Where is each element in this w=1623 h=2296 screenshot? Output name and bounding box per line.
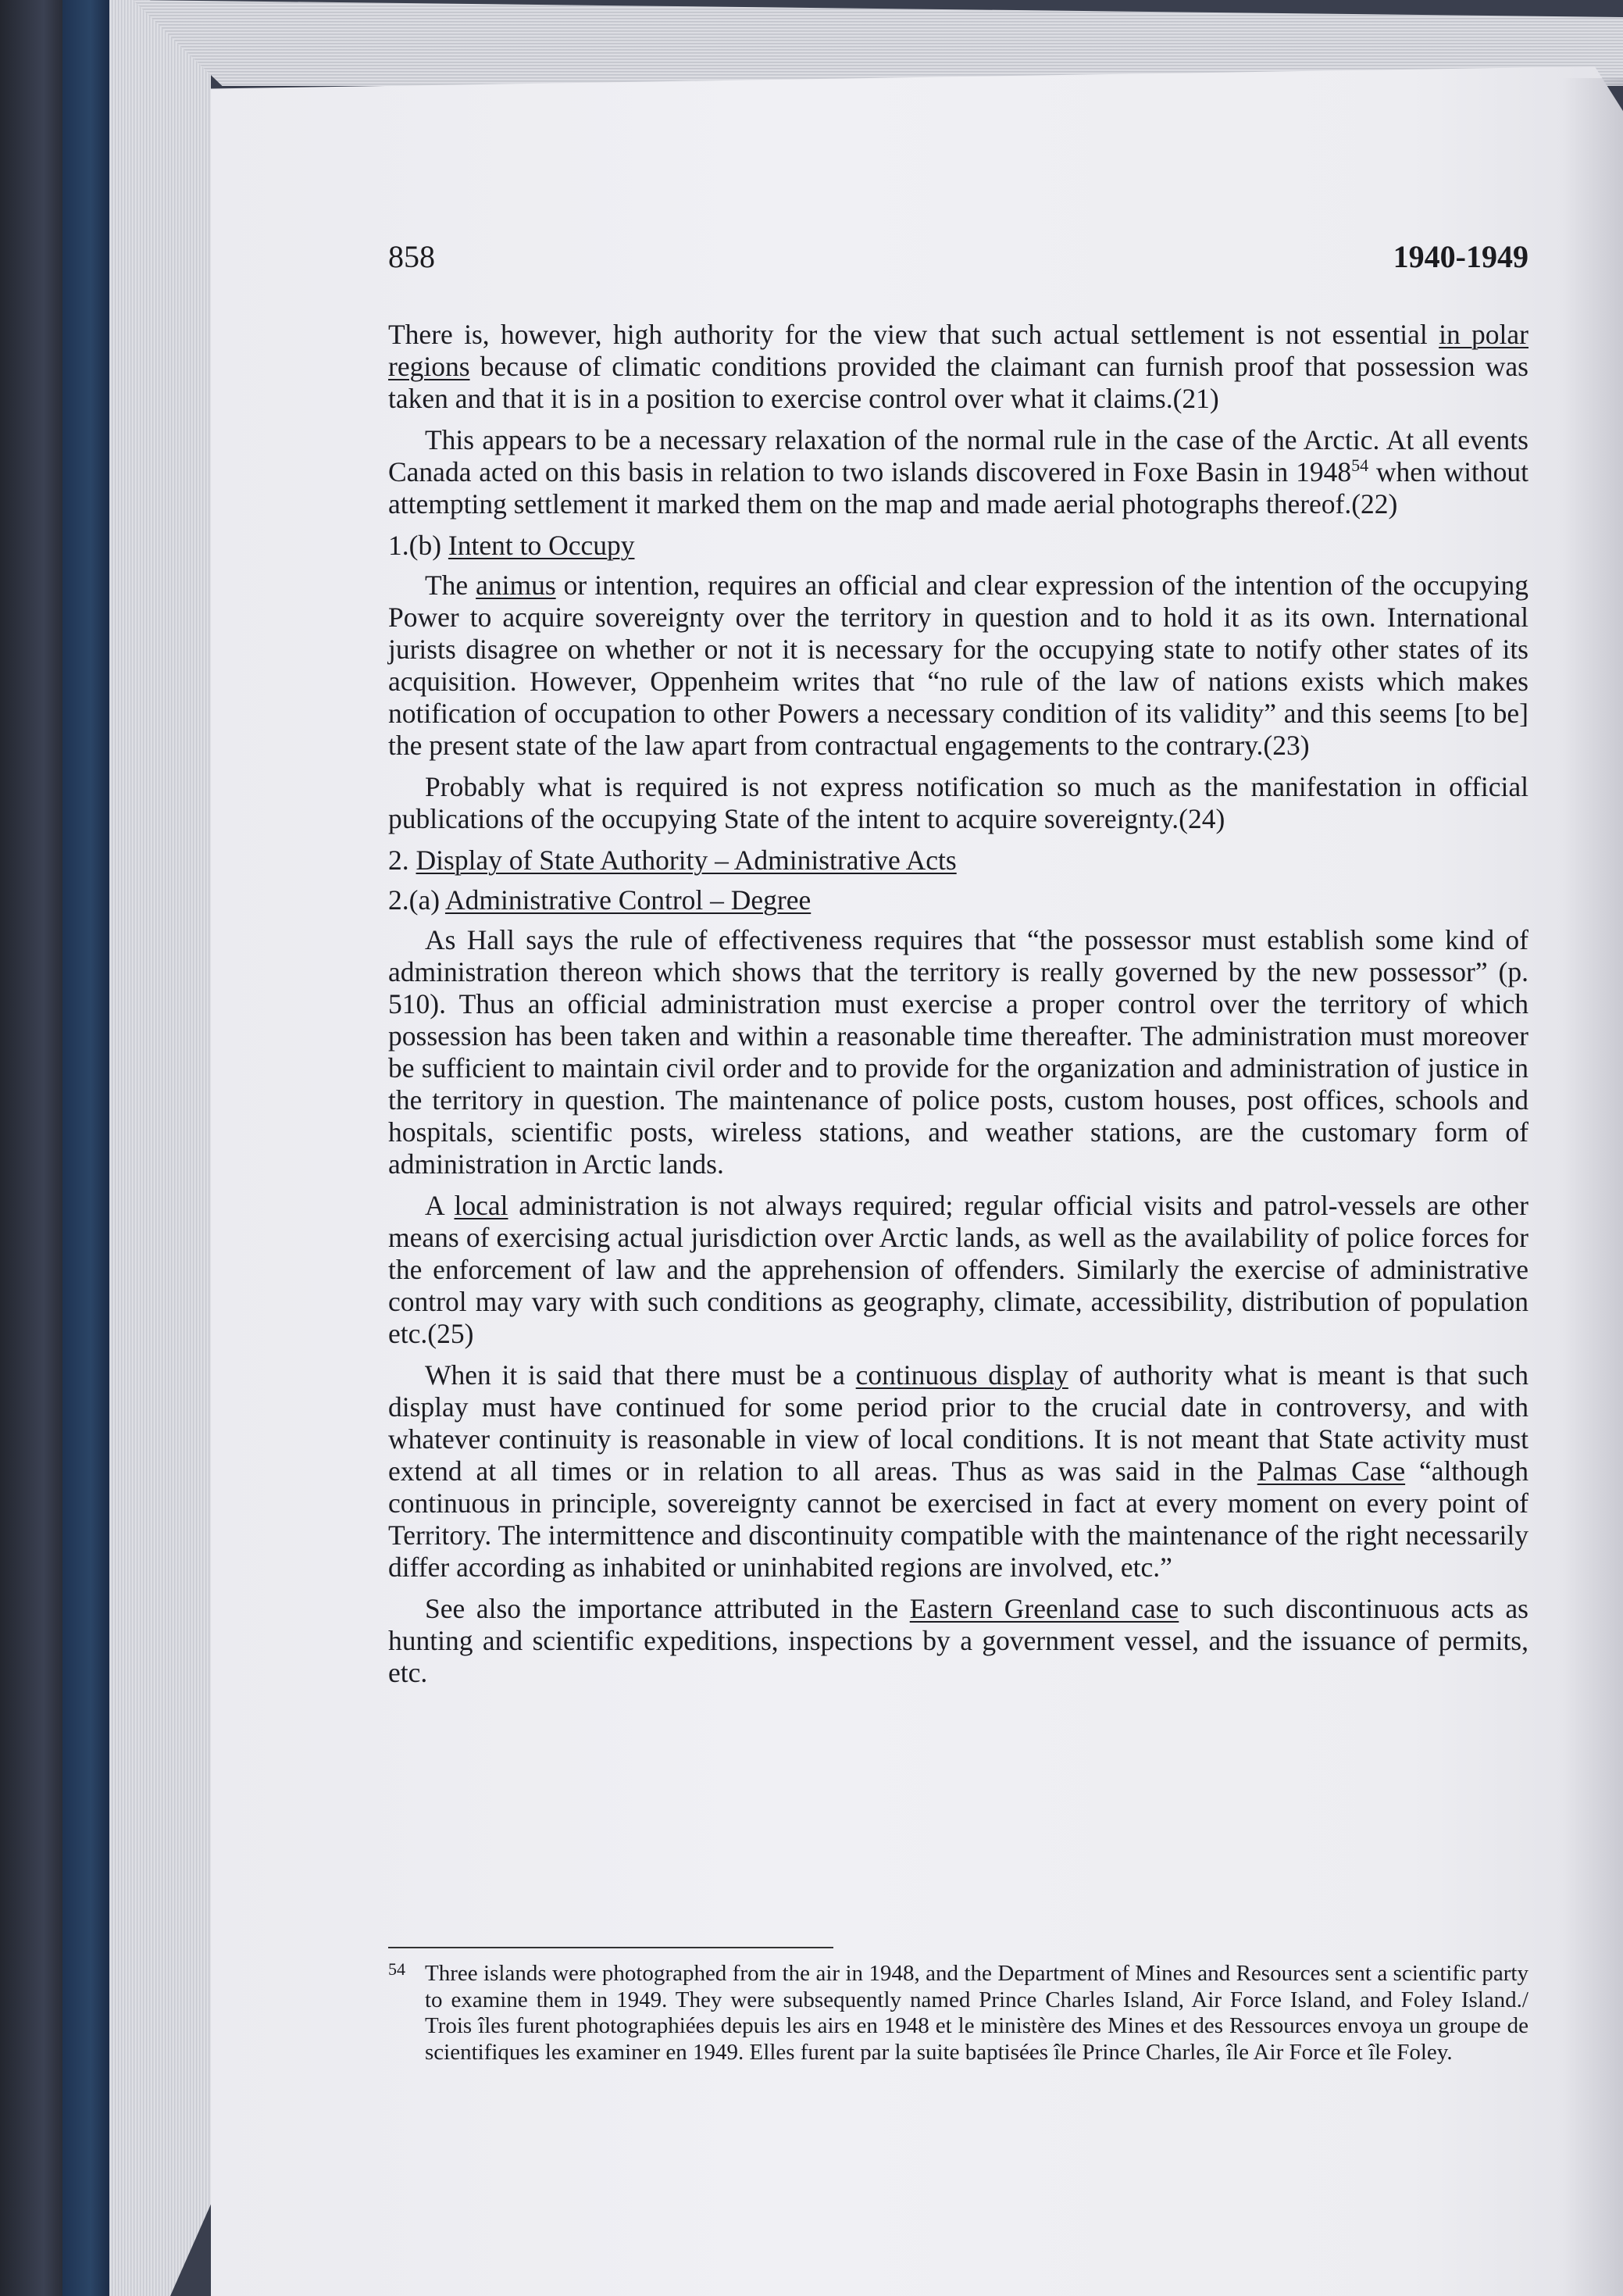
background (0, 0, 62, 2296)
heading-intent-to-occupy: 1.(b) Intent to Occupy (388, 530, 635, 561)
running-head: 1940-1949 (1393, 239, 1528, 274)
footnote-rule (388, 1947, 833, 1948)
body-text (388, 319, 1528, 1698)
footnote-mark: 54 (388, 1959, 405, 1979)
heading-display-of-state-authority: 2. Display of State Authority – Administrative Acts (388, 844, 957, 876)
page-curl-shadow (1562, 78, 1623, 2296)
footnote-text: Three islands were photographed from the air in 1948, and the Department of Mines and Resources sent a scientific party to examine them in 1949. They were subsequently named Prince Charles Island, Air Force Island, and Foley Island./ Trois îles furent photographiées depuis les airs en 1948 et le ministère des Mines et des Ressources envoya un groupe de scientifiques les examiner en 1949. Elles furent par la suite baptisées île Prince Charles, île Air Force et île Foley. (425, 1961, 1528, 2065)
paragraph-3: The animus or intention, requires an official and clear expression of the intention of the occupying Power to acquire sovereignty over the territory in question and to hold it as its own. International jurists disagree on whether or not it is necessary for the occupying state to notify other states of its acquisition. However, Oppenheim writes that “no rule of the law of nations exists which makes notification of occupation to other Powers a necessary condition of its validity” and this seems [to be] the present state of the law apart from contractual engagements to the contrary.(23) (388, 570, 1528, 761)
page-header (388, 238, 1528, 285)
paragraph-5: As Hall says the rule of effectiveness requires that “the possessor must establish some kind of administration thereon which shows that the territory is really governed by the new possessor” (p. 510). Thus an official administration must exercise a proper control over the territory of which possession has been taken and within a reasonable time thereafter. The administration must moreover be sufficient to maintain civil order and to provide for the organization and administration of justice in the territory in question. The maintenance of police posts, custom houses, post offices, schools and hospitals, scientific posts, wireless stations, and weather stations, are the customary form of administration in Arctic lands. (388, 924, 1528, 1180)
page-number: 858 (388, 239, 435, 274)
paragraph-6: A local administration is not always required; regular official visits and patrol-vessels are other means of exercising actual jurisdiction over Arctic lands, as well as the availability of police forces for the enforcement of law and the apprehension of offenders. Similarly the exercise of administrative control may vary with such conditions as geography, climate, accessibility, distribution of population etc.(25) (388, 1190, 1528, 1349)
paragraph-4: Probably what is required is not express notification so much as the manifestation in official publications of the occupying State of the intent to acquire sovereignty.(24) (388, 771, 1528, 834)
paragraph-8: See also the importance attributed in the Eastern Greenland case to such discontinuous acts as hunting and scientific expeditions, inspections by a government vessel, and the issuance of permits, etc. (388, 1593, 1528, 1688)
paragraph-2: This appears to be a necessary relaxation of the normal rule in the case of the Arctic. At all events Canada acted on this basis in relation to two islands discovered in Foxe Basin in 1948$^{54}$ when without attempting settlement it marked them on the map and made aerial photographs thereof.(22) (388, 424, 1528, 520)
footnote-ref: 54 (1351, 455, 1369, 476)
page-stack-left (109, 0, 211, 2296)
heading-administrative-control: 2.(a) Administrative Control – Degree (388, 884, 812, 916)
book-cover-edge (62, 0, 109, 2296)
paragraph-7: When it is said that there must be a continuous display of authority what is meant is that such display must have continued for some period prior to the crucial date in controversy, and with whatever continuity is reasonable in view of local conditions. It is not meant that State activity must extend at all times or in relation to all areas. Thus as was said in the Palmas Case “although continuous in principle, sovereignty cannot be exercised in fact at every moment on every point of Territory. The intermittence and discontinuity compatible with the maintenance of the right necessarily differ according as inhabited or uninhabited regions are involved, etc.” (388, 1359, 1528, 1583)
paragraph-1: There is, however, high authority for the view that such actual settlement is not essential in polar regions because of climatic conditions provided the claimant can furnish proof that possession was taken and that it is in a position to exercise control over what it claims.(21) (388, 319, 1529, 414)
footnote (388, 1961, 1528, 2066)
